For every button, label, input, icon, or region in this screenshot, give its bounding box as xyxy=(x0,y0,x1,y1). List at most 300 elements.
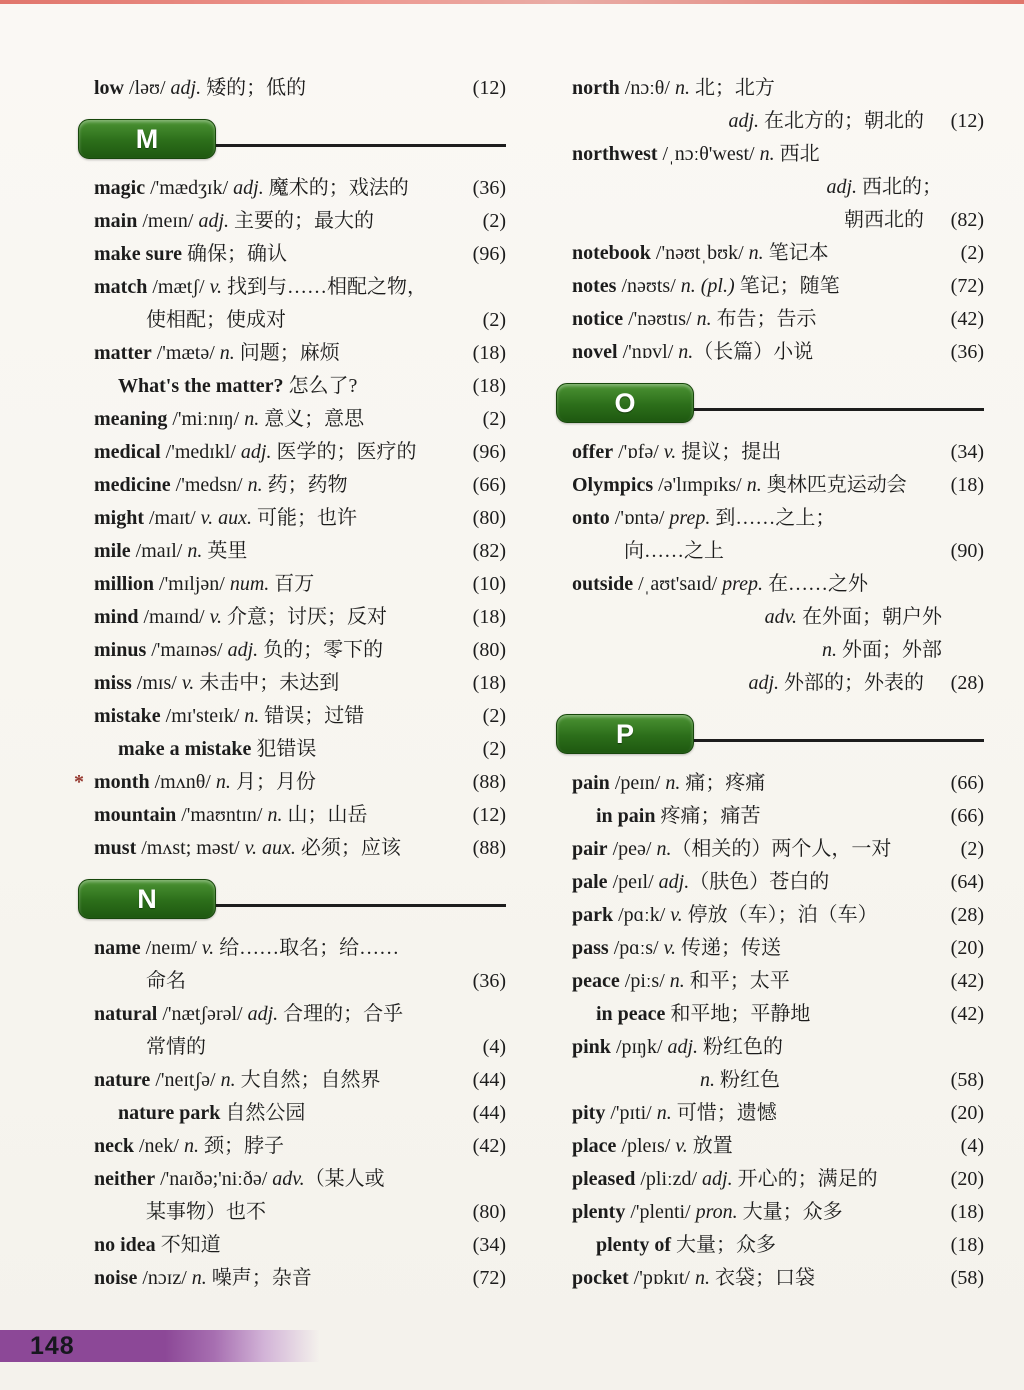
gloss-text: /'nəʊtˌbʊk/ xyxy=(650,242,749,264)
entry-line xyxy=(572,138,984,171)
glossary-column-left xyxy=(74,72,506,1295)
gloss-text: 不知道 xyxy=(155,1234,221,1256)
headword-text: novel xyxy=(572,341,618,363)
pos-label: n. xyxy=(759,143,775,165)
entry-text xyxy=(94,535,458,568)
gloss-text: 噪声；杂音 xyxy=(206,1267,312,1289)
pos-label: adj. xyxy=(702,1168,733,1190)
entry-text xyxy=(572,965,936,998)
entry-text xyxy=(94,601,458,634)
entry-line xyxy=(94,337,506,370)
gloss-text: /nəʊts/ xyxy=(616,275,681,297)
headword-text: medicine xyxy=(94,474,171,496)
headword-text: pair xyxy=(572,838,608,860)
pos-label: n. xyxy=(267,804,283,826)
gloss-text: /maɪt/ xyxy=(144,507,201,529)
entry-line xyxy=(94,998,506,1031)
section-rule xyxy=(202,144,506,147)
pos-label: prep. xyxy=(669,507,711,529)
section-badge xyxy=(556,714,694,754)
headword-text: pleased xyxy=(572,1168,636,1190)
entry-text xyxy=(572,634,954,667)
entry-line xyxy=(94,799,506,832)
gloss-text: /'mædʒɪk/ xyxy=(145,177,234,199)
gloss-text: /'mɪljən/ xyxy=(154,573,230,595)
entry-text xyxy=(94,1163,496,1196)
headword-text: noise xyxy=(94,1267,138,1289)
gloss-text: /'neɪtʃə/ xyxy=(150,1069,221,1091)
gloss-text: 给……取名；给…… xyxy=(214,937,400,959)
entry-line xyxy=(572,72,984,105)
page-ref: (2) xyxy=(482,408,506,430)
headword-text: plenty xyxy=(572,1201,626,1223)
headword-text: month xyxy=(94,771,150,793)
headword-text: notebook xyxy=(572,242,651,264)
pos-label: adj. xyxy=(240,441,272,463)
gloss-text: /maɪnd/ xyxy=(138,606,210,628)
pos-label: n. xyxy=(220,1069,236,1091)
entry-text xyxy=(94,172,458,205)
page-ref: (72) xyxy=(950,275,984,297)
entry-text xyxy=(572,535,936,568)
entry-text xyxy=(572,568,974,601)
entry-text xyxy=(572,866,936,899)
entry-line xyxy=(572,469,984,502)
pos-label: v. aux. xyxy=(200,507,252,529)
page-ref: (90) xyxy=(950,540,984,562)
pos-label: n. xyxy=(656,1102,672,1124)
page-ref: (12) xyxy=(472,77,506,99)
gloss-text: /pɑːk/ xyxy=(613,904,671,926)
star-marker: * xyxy=(74,771,84,793)
entry-line xyxy=(572,270,984,303)
entry-text xyxy=(572,899,936,932)
headword-text: low xyxy=(94,77,124,99)
gloss-text: 提议；提出 xyxy=(676,441,782,463)
entry-text xyxy=(572,667,936,700)
page-ref: (88) xyxy=(472,771,506,793)
page-ref: (2) xyxy=(960,242,984,264)
pos-label: adj. xyxy=(728,110,759,132)
entry-line xyxy=(94,72,506,105)
gloss-text: 使相配；使成对 xyxy=(146,309,286,331)
gloss-text: 在北方的；朝北的 xyxy=(759,110,924,132)
headword-text: park xyxy=(572,904,614,926)
gloss-text: 犯错误 xyxy=(251,738,317,760)
page-ref: (82) xyxy=(472,540,506,562)
entry-text xyxy=(94,1229,458,1262)
entry-text xyxy=(94,304,458,337)
gloss-text: /ləʊ/ xyxy=(124,77,171,99)
page-number: 148 xyxy=(30,1331,75,1360)
headword-text: neck xyxy=(94,1135,134,1157)
gloss-text: /ˌaʊt'saɪd/ xyxy=(633,573,723,595)
entry-line xyxy=(572,535,984,568)
headword-text: onto xyxy=(572,507,610,529)
page-ref: (80) xyxy=(472,639,506,661)
entry-line xyxy=(94,1064,506,1097)
page-ref: (64) xyxy=(950,871,984,893)
gloss-text: /'maʊntɪn/ xyxy=(176,804,268,826)
pos-label: n. xyxy=(746,474,762,496)
gloss-text: /ˌnɔːθ'west/ xyxy=(657,143,760,165)
pos-label: adj. xyxy=(667,1036,699,1058)
headword-text: pain xyxy=(572,772,610,794)
entry-line xyxy=(572,899,984,932)
entry-text xyxy=(572,237,936,270)
entry-line xyxy=(572,171,984,204)
entry-line xyxy=(94,502,506,535)
pos-label: adj. xyxy=(247,1003,279,1025)
gloss-text: /ə'lɪmpɪks/ xyxy=(653,474,747,496)
pos-label: n. xyxy=(665,772,681,794)
headword-text: pass xyxy=(572,937,609,959)
section-letter: O xyxy=(614,387,636,418)
entry-line xyxy=(94,1097,506,1130)
gloss-text: /mɪ'steɪk/ xyxy=(160,705,245,727)
gloss-text: /'pɪti/ xyxy=(605,1102,657,1124)
page-ref: (18) xyxy=(472,375,506,397)
entry-text xyxy=(94,72,458,105)
headword-text: no idea xyxy=(94,1234,156,1256)
entry-text xyxy=(94,469,458,502)
top-edge-line xyxy=(0,0,1024,4)
pos-label: n. xyxy=(244,705,260,727)
entry-line xyxy=(572,1064,984,1097)
entry-line xyxy=(572,1130,984,1163)
page-ref: (4) xyxy=(960,1135,984,1157)
gloss-text: 朝西北的 xyxy=(844,209,924,231)
entry-text xyxy=(572,767,936,800)
headword-text: matter xyxy=(94,342,152,364)
entry-text xyxy=(94,965,458,998)
section-header xyxy=(94,879,506,917)
entry-line xyxy=(572,105,984,138)
entry-line xyxy=(572,667,984,700)
entry-text xyxy=(94,700,458,733)
entry-line xyxy=(94,172,506,205)
gloss-text: /peə/ xyxy=(607,838,657,860)
pos-label: num. xyxy=(229,573,270,595)
gloss-text: 痛；疼痛 xyxy=(680,772,766,794)
headword-text: place xyxy=(572,1135,617,1157)
section-rule xyxy=(680,408,984,411)
entry-line xyxy=(572,800,984,833)
gloss-text: /mʌst; məst/ xyxy=(136,837,245,859)
entry-text xyxy=(94,1196,458,1229)
page-ref: (42) xyxy=(950,970,984,992)
entry-line xyxy=(572,336,984,369)
page-ref: (28) xyxy=(950,904,984,926)
page-ref: (36) xyxy=(472,177,506,199)
gloss-text: /'pɒkɪt/ xyxy=(628,1267,695,1289)
headword-text: must xyxy=(94,837,137,859)
glossary-column-right xyxy=(572,72,984,1295)
entry-text xyxy=(572,1031,974,1064)
pos-label: adv. xyxy=(764,606,797,628)
gloss-text: /'medsn/ xyxy=(170,474,248,496)
page-ref: (42) xyxy=(950,1003,984,1025)
headword-text: mistake xyxy=(94,705,161,727)
entry-line xyxy=(572,436,984,469)
pos-label: n. xyxy=(184,1135,199,1157)
entry-text xyxy=(94,568,458,601)
gloss-text: /pɑːs/ xyxy=(608,937,664,959)
gloss-text: /peɪn/ xyxy=(609,772,666,794)
entry-text xyxy=(94,436,458,469)
page-ref: (18) xyxy=(472,342,506,364)
gloss-text: 北；北方 xyxy=(689,77,775,99)
gloss-text: 放置 xyxy=(687,1135,733,1157)
gloss-text: 西北 xyxy=(774,143,820,165)
entry-line xyxy=(94,436,506,469)
gloss-text: 某事物）也不 xyxy=(146,1201,266,1223)
gloss-text: /neɪm/ xyxy=(140,937,202,959)
entry-text xyxy=(572,1262,936,1295)
page-ref: (58) xyxy=(950,1069,984,1091)
page-ref: (10) xyxy=(472,573,506,595)
page-ref: (66) xyxy=(950,772,984,794)
page-ref: (44) xyxy=(472,1069,506,1091)
headword-text: neither xyxy=(94,1168,156,1190)
gloss-text: 向……之上 xyxy=(624,540,724,562)
page-ref: (20) xyxy=(950,1168,984,1190)
gloss-text: 月；月份 xyxy=(230,771,316,793)
entry-text xyxy=(572,1097,936,1130)
gloss-text: /'naɪðə;'niːðə/ xyxy=(155,1168,273,1190)
entry-line xyxy=(94,932,506,965)
page-ref: (34) xyxy=(472,1234,506,1256)
page-ref: (2) xyxy=(482,309,506,331)
pos-label: v. xyxy=(670,904,683,926)
entry-text xyxy=(94,205,458,238)
entry-text xyxy=(572,171,954,204)
pos-label: v. xyxy=(181,672,195,694)
entry-text xyxy=(572,1163,936,1196)
entry-text xyxy=(94,370,458,403)
entry-line xyxy=(94,1262,506,1295)
page-ref: (36) xyxy=(472,970,506,992)
entry-line xyxy=(572,1031,984,1064)
gloss-text: （某人或 xyxy=(304,1168,385,1190)
gloss-text: /'ɒntə/ xyxy=(609,507,670,529)
gloss-text: /'ɒfə/ xyxy=(613,441,664,463)
headword-text: miss xyxy=(94,672,132,694)
entry-text xyxy=(572,1196,936,1229)
gloss-text: /mɪs/ xyxy=(131,672,182,694)
pos-label: v. xyxy=(209,606,222,628)
entry-line xyxy=(572,634,984,667)
entry-line xyxy=(94,1130,506,1163)
gloss-text: 笔记本 xyxy=(763,242,829,264)
entry-line xyxy=(572,932,984,965)
headword-text: notes xyxy=(572,275,617,297)
pos-label: n. xyxy=(191,1267,207,1289)
gloss-text: 大量；众多 xyxy=(737,1201,843,1223)
entry-line xyxy=(94,271,506,304)
gloss-text: 外面；外部 xyxy=(837,639,942,661)
gloss-text: /nɔːθ/ xyxy=(619,77,675,99)
gloss-text: 到……之上； xyxy=(710,507,836,529)
entry-line xyxy=(94,403,506,436)
entry-line xyxy=(94,1163,506,1196)
section-rule xyxy=(680,739,984,742)
entry-text xyxy=(94,832,458,865)
gloss-text: /mætʃ/ xyxy=(147,276,210,298)
entry-line xyxy=(572,601,984,634)
page-ref: (4) xyxy=(482,1036,506,1058)
entry-line xyxy=(572,833,984,866)
headword-text: magic xyxy=(94,177,146,199)
gloss-text: 药；药物 xyxy=(262,474,348,496)
entry-text xyxy=(94,271,496,304)
entry-line xyxy=(572,1196,984,1229)
gloss-text: 错误；过错 xyxy=(259,705,365,727)
entry-line xyxy=(572,1262,984,1295)
entry-line xyxy=(572,1097,984,1130)
gloss-text: 负的；零下的 xyxy=(258,639,384,661)
section-letter: N xyxy=(137,883,157,914)
gloss-text: 粉红色的 xyxy=(698,1036,784,1058)
headword-text: pity xyxy=(572,1102,606,1124)
gloss-text: /'nɒvl/ xyxy=(617,341,679,363)
entry-text xyxy=(94,799,458,832)
gloss-text: /pliːzd/ xyxy=(635,1168,703,1190)
entry-line xyxy=(94,370,506,403)
entry-line xyxy=(572,237,984,270)
gloss-text: 意义；意思 xyxy=(259,408,365,430)
pos-label: prep. xyxy=(722,573,764,595)
entry-text xyxy=(572,270,936,303)
gloss-text: 大量；众多 xyxy=(671,1234,776,1256)
entry-text xyxy=(572,138,974,171)
gloss-text: /nek/ xyxy=(134,1135,184,1157)
gloss-text: /'miːnɪŋ/ xyxy=(167,408,245,430)
page-ref: (20) xyxy=(950,1102,984,1124)
gloss-text: 英里 xyxy=(202,540,248,562)
page-ref: (80) xyxy=(472,507,506,529)
gloss-text: 魔术的；戏法的 xyxy=(263,177,409,199)
headword-text: make a mistake xyxy=(118,738,252,760)
headword-text: mountain xyxy=(94,804,177,826)
pos-label: n. xyxy=(656,838,672,860)
gloss-text: 奥林匹克运动会 xyxy=(761,474,907,496)
gloss-text: /nɔɪz/ xyxy=(137,1267,192,1289)
gloss-text: 可惜；遗憾 xyxy=(671,1102,777,1124)
gloss-text: 粉红色 xyxy=(715,1069,780,1091)
page-ref: (66) xyxy=(472,474,506,496)
entry-text xyxy=(94,932,496,965)
section-badge xyxy=(78,879,216,919)
page-ref: (36) xyxy=(950,341,984,363)
page-ref: (58) xyxy=(950,1267,984,1289)
page-ref: (2) xyxy=(960,838,984,860)
headword-text: might xyxy=(94,507,144,529)
section-header xyxy=(572,714,984,752)
page-ref: (34) xyxy=(950,441,984,463)
gloss-text: 命名 xyxy=(146,970,186,992)
headword-text: name xyxy=(94,937,141,959)
gloss-text: 找到与……相配之物， xyxy=(221,276,427,298)
pos-label: pron. xyxy=(695,1201,738,1223)
entry-line xyxy=(94,601,506,634)
gloss-text: /mʌnθ/ xyxy=(149,771,216,793)
gloss-text: /maɪl/ xyxy=(130,540,188,562)
gloss-text: 可能；也许 xyxy=(251,507,357,529)
headword-text: pink xyxy=(572,1036,611,1058)
entry-line xyxy=(94,535,506,568)
pos-label: n. xyxy=(215,771,231,793)
entry-text xyxy=(94,1031,458,1064)
section-badge xyxy=(78,119,216,159)
pos-label: n. xyxy=(822,639,837,661)
pos-label: n. xyxy=(219,342,235,364)
gloss-text: /piːs/ xyxy=(619,970,670,992)
pos-label: v. xyxy=(663,937,677,959)
pos-label: adj. xyxy=(748,672,779,694)
entry-text xyxy=(572,336,936,369)
page-ref: (2) xyxy=(482,705,506,727)
entry-text xyxy=(94,502,458,535)
pos-label: v. xyxy=(209,276,222,298)
gloss-text: 怎么了? xyxy=(283,375,358,397)
pos-label: n. xyxy=(674,77,690,99)
page-ref: (18) xyxy=(950,474,984,496)
page-ref: (88) xyxy=(472,837,506,859)
entry-line xyxy=(572,502,984,535)
gloss-text: 颈；脖子 xyxy=(199,1135,284,1157)
pos-label: adj. xyxy=(227,639,259,661)
pos-label: adj. xyxy=(198,210,230,232)
entry-line xyxy=(572,204,984,237)
gloss-text: 未击中；未达到 xyxy=(194,672,340,694)
headword-text: pale xyxy=(572,871,608,893)
entry-text xyxy=(572,436,936,469)
entry-line xyxy=(94,733,506,766)
entry-text xyxy=(572,1064,936,1097)
gloss-text: 山；山岳 xyxy=(282,804,368,826)
footer-bar xyxy=(0,1330,330,1362)
entry-text xyxy=(572,105,936,138)
headword-text: What's the matter? xyxy=(118,375,284,397)
page-ref: (2) xyxy=(482,210,506,232)
gloss-text: 自然公园 xyxy=(220,1102,306,1124)
headword-text: natural xyxy=(94,1003,158,1025)
pos-label: n. xyxy=(694,1267,710,1289)
gloss-text: 主要的；最大的 xyxy=(229,210,375,232)
gloss-text: /'nætʃərəl/ xyxy=(157,1003,248,1025)
pos-label: n. xyxy=(669,970,685,992)
pos-label: v. xyxy=(663,441,677,463)
gloss-text: /'medɪkl/ xyxy=(160,441,241,463)
page-ref: (12) xyxy=(472,804,506,826)
headword-text: outside xyxy=(572,573,634,595)
entry-text xyxy=(94,1262,458,1295)
pos-label: n. xyxy=(700,1069,715,1091)
gloss-text: 在外面；朝户外 xyxy=(797,606,942,628)
entry-text xyxy=(572,1130,936,1163)
entry-text xyxy=(94,667,458,700)
gloss-text: /meɪn/ xyxy=(137,210,199,232)
gloss-text: 布告；告示 xyxy=(711,308,817,330)
entry-line xyxy=(94,469,506,502)
entry-line xyxy=(94,304,506,337)
entry-text xyxy=(94,403,458,436)
gloss-text: 和平；太平 xyxy=(684,970,790,992)
gloss-text: /pɪŋk/ xyxy=(610,1036,668,1058)
entry-line xyxy=(572,866,984,899)
entry-line xyxy=(572,1163,984,1196)
